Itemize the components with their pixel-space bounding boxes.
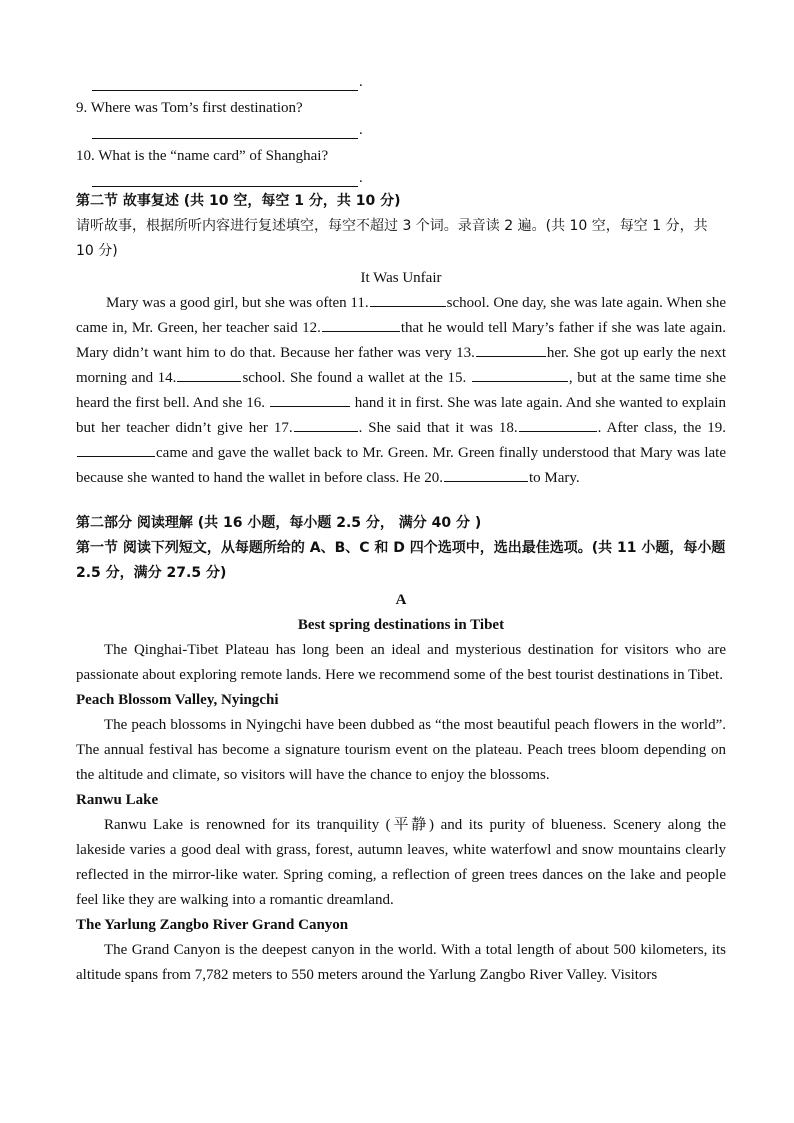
document-page — [76, 74, 726, 988]
blank-12[interactable] — [322, 316, 400, 332]
blank-20[interactable] — [444, 466, 528, 482]
story-text: Mary was a good girl, but she was often 11. — [106, 295, 369, 311]
answer-line-period: . — [359, 74, 363, 90]
story-text: that he would tell Mary’s father if she was late again. Mary didn’t want him to do that. Because her father was very 13. — [76, 320, 726, 361]
story-title: It Was Unfair — [360, 270, 442, 286]
blank-13[interactable] — [476, 341, 546, 357]
story-passage — [76, 291, 726, 491]
blank-16[interactable] — [270, 391, 350, 407]
story-text: . After class, the 19. — [597, 420, 726, 436]
answer-line-period: . — [359, 170, 363, 186]
blank-14[interactable] — [177, 366, 241, 382]
answer-line-9[interactable] — [76, 122, 726, 139]
section-heading: 第二节 故事复述 (共 10 空，每空 1 分，共 10 分) — [76, 193, 401, 209]
question-10: 10. What is the “name card” of Shanghai? — [76, 148, 329, 164]
story-text: , but at the same time she heard the first bell. And she 16. — [76, 370, 726, 411]
blank-15[interactable] — [472, 366, 568, 382]
story-text: school. She found a wallet at the 15. — [242, 370, 467, 386]
question-9: 9. Where was Tom’s first destination? — [76, 100, 303, 116]
story-text: to Mary. — [528, 470, 580, 486]
answer-line-period: . — [359, 122, 363, 138]
passage-intro: The Qinghai-Tibet Plateau has long been an ideal and mysterious destination for visitors who are passionate about exploring remote lands. Here we recommend some of the best tourist destinations in Tibet. — [76, 642, 726, 683]
reading-passage — [76, 638, 726, 988]
story-text: came and gave the wallet back to Mr. Green. Mr. Green finally understood that Mary was late because she wanted to hand the wallet in before class. He 20. — [76, 445, 726, 486]
story-text: . She said that it was 18. — [358, 420, 518, 436]
story-text: her. She got up early the next morning and 14. — [76, 345, 726, 386]
blank-17[interactable] — [294, 416, 358, 432]
destination-title: Peach Blossom Valley, Nyingchi — [76, 692, 279, 708]
destination-body: The Grand Canyon is the deepest canyon in the world. With a total length of about 500 kilometers, its altitude spans from 7,782 meters to 550 meters around the Yarlung Zangbo River Valley. Visitors — [76, 942, 726, 983]
answer-line-10[interactable] — [76, 170, 726, 187]
passage-letter: A — [395, 592, 407, 608]
section-instruction: 请听故事，根据所听内容进行复述填空，每空不超过 3 个词。录音读 2 遍。(共 10 空，每空 1 分，共 10 分) — [76, 218, 708, 259]
blank-11[interactable] — [370, 291, 446, 307]
answer-line-8[interactable] — [76, 74, 726, 91]
destination-body: The peach blossoms in Nyingchi have been dubbed as “the most beautiful peach flowers in the world”. The annual festival has become a signature tourism event on the plateau. Peach trees bloom depending on the altitude and climate, so visitors will have the chance to enjoy the blossoms. — [76, 717, 726, 783]
subsection-heading: 第一节 阅读下列短文，从每题所给的 A、B、C 和 D 四个选项中，选出最佳选项。(共 11 小题，每小题 2.5 分，满分 27.5 分) — [76, 540, 726, 581]
passage-title: Best spring destinations in Tibet — [297, 617, 505, 633]
blank-19[interactable] — [77, 441, 155, 457]
destination-title: Ranwu Lake — [76, 792, 159, 808]
part-heading: 第二部分 阅读理解 (共 16 小题，每小题 2.5 分， 满分 40 分 ) — [76, 515, 482, 531]
story-text: hand it in first. She was late again. And she wanted to explain but her teacher didn’t give her 17. — [76, 395, 727, 436]
story-text: school. One day, she was late again. When she came in, Mr. Green, her teacher said 12. — [76, 295, 726, 336]
destination-body: Ranwu Lake is renowned for its tranquility (平静) and its purity of blueness. Scenery along the lakeside varies a good deal with grass, forest, autumn leaves, white waterfowl and snow mountains clearly reflected in the mirror-like water. Spring coming, a reflection of green trees dances on the lake and people feel like they are walking into a romantic dreamland. — [76, 817, 726, 908]
destination-title: The Yarlung Zangbo River Grand Canyon — [76, 917, 349, 933]
blank-18[interactable] — [519, 416, 597, 432]
